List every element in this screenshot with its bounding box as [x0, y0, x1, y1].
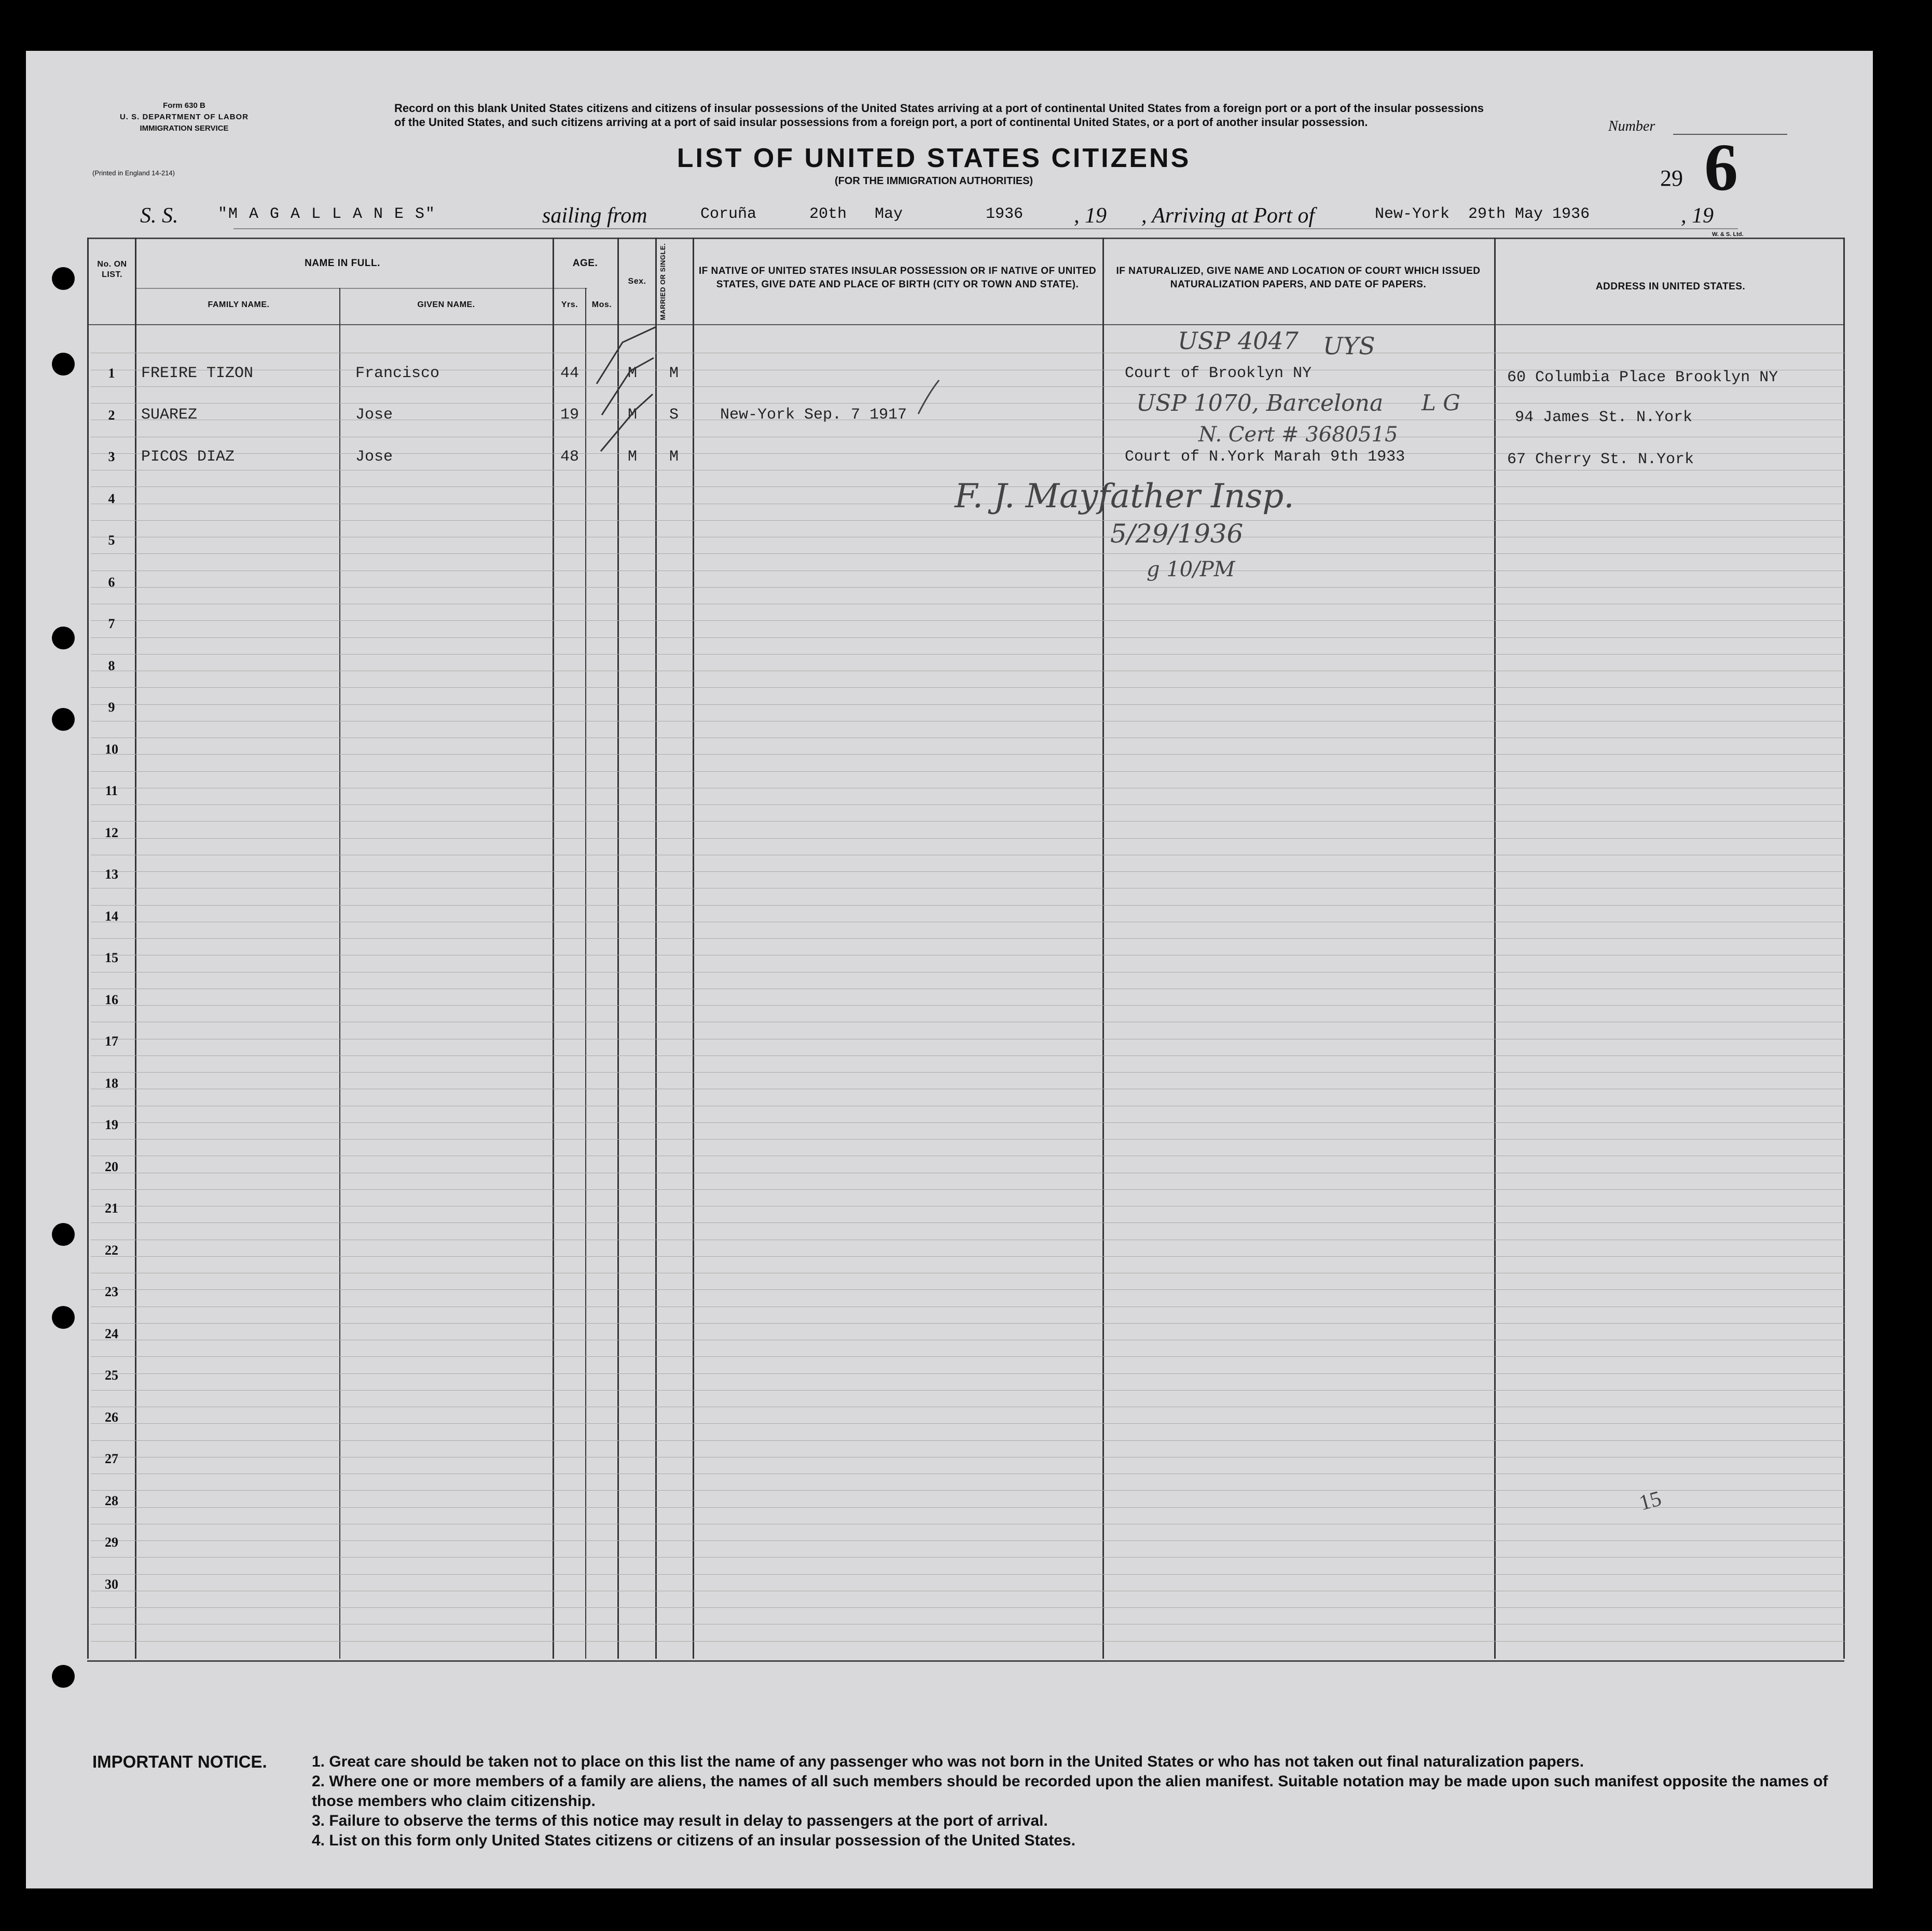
from-date: 20th May — [809, 205, 903, 223]
page-subtitle: (FOR THE IMMIGRATION AUTHORITIES) — [834, 175, 1033, 187]
family-name-cell: FREIRE TIZON — [141, 365, 254, 382]
col-line — [693, 238, 694, 1659]
row-number: 18 — [105, 1076, 118, 1091]
col-line — [1843, 238, 1845, 1659]
header-native-info: IF NATIVE OF UNITED STATES INSULAR POSSESSION OR IF NATIVE OF UNITED STATES, GIVE DATE AND PLACE OF BIRTH (CITY OR TOWN AND STATE). — [698, 266, 1097, 290]
marital-status-cell: S — [669, 406, 679, 424]
row-number: 2 — [108, 408, 115, 423]
handwritten-note: UYS — [1323, 332, 1375, 360]
handwritten-note: N. Cert # 3680515 — [1198, 423, 1398, 447]
number-label: Number — [1608, 118, 1655, 134]
handwritten-note: USP 4047 — [1178, 327, 1299, 355]
row-number: 6 — [108, 575, 115, 590]
service: IMMIGRATION SERVICE — [140, 124, 229, 133]
col-line — [585, 288, 586, 1659]
marital-status-cell: M — [669, 365, 679, 382]
check-mark-1 — [597, 327, 656, 384]
row-number: 28 — [105, 1493, 118, 1508]
stamp-number: 15 — [1636, 1487, 1664, 1516]
form-info — [91, 100, 278, 134]
row-number: 7 — [108, 616, 115, 631]
handwritten-note: L G — [1422, 390, 1460, 415]
check-mark-3 — [601, 394, 653, 451]
punch-hole — [52, 627, 75, 649]
handwritten-fraction: g 10/PM — [1147, 558, 1235, 581]
row-number: 1 — [108, 366, 115, 381]
header-yrs: Yrs. — [561, 300, 578, 309]
row-number: 17 — [105, 1034, 118, 1049]
handwritten-note: USP 1070, Barcelona — [1136, 390, 1384, 416]
birth-info-cell: New-York Sep. 7 1917 — [720, 406, 907, 424]
row-number: 15 — [105, 950, 118, 965]
notice-list — [309, 1752, 1829, 1851]
row-number: 21 — [105, 1201, 118, 1216]
ss-label: S. S. — [140, 204, 178, 228]
notice-item: 4. List on this form only United States citizens or citizens of an insular possession of the United States. — [312, 1832, 1075, 1849]
given-name-cell: Jose — [355, 448, 393, 466]
col-line — [135, 238, 136, 1659]
number-value: 6 — [1704, 130, 1738, 205]
age-years-cell: 48 — [560, 448, 579, 466]
inspection-date: 5/29/1936 — [1110, 519, 1244, 549]
col-line — [87, 238, 89, 1659]
punch-hole — [52, 267, 75, 290]
row-number: 26 — [105, 1410, 118, 1425]
given-name-cell: Francisco — [355, 365, 440, 382]
year-prefix-2: , 19 — [1681, 204, 1714, 228]
family-name-cell: PICOS DIAZ — [141, 448, 235, 466]
form-number: Form 630 B — [163, 101, 205, 110]
row-number: 13 — [105, 867, 118, 882]
row-number: 23 — [105, 1284, 118, 1299]
address-cell: 94 James St. N.York — [1515, 409, 1693, 426]
header-naturalized-info: IF NATURALIZED, GIVE NAME AND LOCATION OF COURT WHICH ISSUED NATURALIZATION PAPERS, AND DATE OF PAPERS. — [1116, 266, 1481, 290]
row-number: 27 — [105, 1451, 118, 1466]
page-title: LIST OF UNITED STATES CITIZENS — [677, 143, 1191, 173]
address-cell: 60 Columbia Place Brooklyn NY — [1507, 369, 1778, 386]
inspector-signature: F. J. Mayfather Insp. — [955, 477, 1294, 516]
notice-item: 2. Where one or more members of a family are aliens, the names of all such members should be recorded upon the alien manifest. Suitable notation may be made upon such manifest opposite the names of those members who claim citizenship. — [312, 1773, 1828, 1810]
from-port: Coruña — [700, 205, 757, 223]
tick-mark — [913, 378, 944, 419]
col-line — [339, 288, 340, 1659]
notice-item: 3. Failure to observe the terms of this notice may result in delay to passengers at the port of arrival. — [312, 1812, 1048, 1829]
row-number: 29 — [105, 1535, 118, 1550]
printed-note: (Printed in England 14-214) — [92, 169, 175, 177]
year-prefix-1: , 19 — [1074, 204, 1107, 228]
header-mos: Mos. — [591, 300, 612, 309]
notice-item: 1. Great care should be taken not to place on this list the name of any passenger who was not born in the United States or who has not taken out final naturalization papers. — [312, 1753, 1584, 1770]
row-number: 8 — [108, 658, 115, 673]
header-family-name: FAMILY NAME. — [208, 300, 270, 309]
sex-cell: M — [628, 448, 638, 466]
row-number: 25 — [105, 1368, 118, 1383]
header-address: ADDRESS IN UNITED STATES. — [1595, 281, 1746, 292]
row-number: 24 — [105, 1326, 118, 1341]
punch-hole — [52, 353, 75, 376]
notice-heading: IMPORTANT NOTICE. — [92, 1752, 267, 1771]
header-no-on-list: No. ON LIST. — [97, 260, 127, 279]
col-line — [1494, 238, 1496, 1659]
row-number: 5 — [108, 533, 115, 548]
sailing-label: sailing from — [542, 204, 647, 228]
header-sex: Sex. — [628, 277, 646, 286]
row-number: 14 — [105, 909, 118, 924]
row-number: 19 — [105, 1117, 118, 1132]
instructions: Record on this blank United States citizens and citizens of insular possessions of the United States arriving at a port of continental United States from a foreign port or a port of the insular possessions of the United States, and such citizens arriving at a port of said insular possessions from a foreign port, a port of continental United States, or a port of another insular possession. — [394, 102, 1484, 129]
subheader-line — [136, 288, 587, 289]
row-number: 4 — [108, 491, 115, 506]
number-prefix: 29 — [1660, 165, 1683, 191]
naturalization-cell: Court of Brooklyn NY — [1125, 365, 1312, 382]
sex-cell: M — [628, 406, 638, 424]
header-divider — [87, 324, 1844, 325]
punch-hole — [52, 1223, 75, 1246]
row-number: 12 — [105, 825, 118, 840]
age-years-cell: 19 — [560, 406, 579, 424]
naturalization-cell: Court of N.York Marah 9th 1933 — [1125, 448, 1405, 466]
arrival-info: New-York 29th May 1936 — [1375, 205, 1590, 223]
check-marks — [591, 322, 664, 467]
row-number: 30 — [105, 1577, 118, 1592]
col-line — [1102, 238, 1104, 1659]
ship-name: "M A G A L L A N E S" — [218, 205, 436, 223]
given-name-cell: Jose — [355, 406, 393, 424]
marital-status-cell: M — [669, 448, 679, 466]
voyage-underline — [233, 228, 1738, 229]
row-number: 16 — [105, 992, 118, 1007]
row-number: 11 — [105, 783, 118, 798]
printer-mark: W. & S. Ltd. — [1712, 231, 1744, 238]
punch-hole — [52, 1665, 75, 1688]
row-number: 20 — [105, 1159, 118, 1174]
header-given-name: GIVEN NAME. — [417, 300, 475, 309]
punch-hole — [52, 708, 75, 731]
col-line — [553, 238, 554, 1659]
family-name-cell: SUAREZ — [141, 406, 198, 424]
row-number: 3 — [108, 449, 115, 464]
row-number: 9 — [108, 700, 115, 715]
header-name-in-full: NAME IN FULL. — [305, 258, 380, 269]
header-married-or-single: MARRIED OR SINGLE. — [659, 243, 667, 321]
header-age: AGE. — [572, 258, 598, 269]
check-mark-2 — [602, 358, 654, 415]
row-number: 22 — [105, 1243, 118, 1258]
arriving-label: , Arriving at Port of — [1141, 204, 1315, 228]
row-number: 10 — [105, 742, 118, 757]
punch-hole — [52, 1306, 75, 1329]
department: U. S. DEPARTMENT OF LABOR — [119, 113, 249, 121]
sex-cell: M — [628, 365, 638, 382]
from-year: 1936 — [986, 205, 1024, 223]
age-years-cell: 44 — [560, 365, 579, 382]
address-cell: 67 Cherry St. N.York — [1507, 451, 1694, 468]
